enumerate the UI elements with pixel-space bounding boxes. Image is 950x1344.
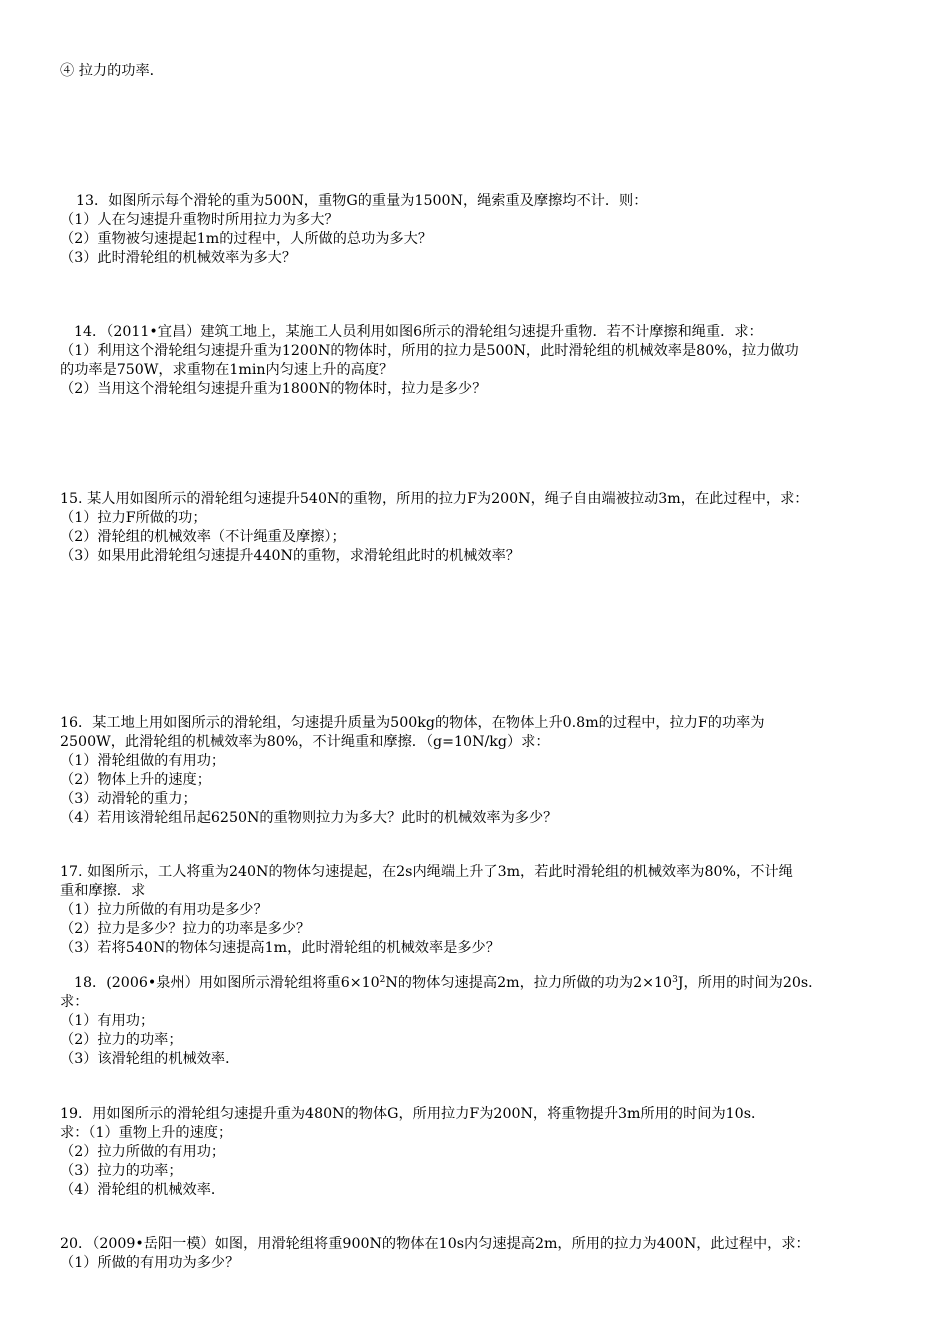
exponent-3: 3 [672,975,678,985]
problem-18-title-part3: J，所用的时间为20s． [677,975,823,991]
problem-17-title-line2: 重和摩擦．求 [60,883,146,899]
problem-19-q3: （3）拉力的功率； [60,1163,183,1179]
problem-18-q2: （2）拉力的功率； [60,1032,183,1048]
problem-16-q2: （2）物体上升的速度； [60,772,211,788]
problem-18-title-line2: 求： [60,994,89,1010]
problem-16-title-line2: 2500W，此滑轮组的机械效率为80%，不计绳重和摩擦．（g=10N/kg）求： [60,734,550,750]
problem-18-title-part2: N的物体匀速提高2m，拉力所做的功为2×10 [385,975,673,991]
problem-13-q1: （1）人在匀速提升重物时所用拉力为多大？ [60,212,339,228]
problem-17-title: 17. 如图所示，工人将重为240N的物体匀速提起，在2s内绳端上升了3m，若此时滑轮组的机械效率为80%，不计绳 [60,864,793,880]
problem-19-q1: 求：（1）重物上升的速度； [60,1125,233,1141]
problem-18-q3: （3）该滑轮组的机械效率． [60,1051,240,1067]
problem-18-title [74,974,822,993]
problem-16-title: 16．某工地上用如图所示的滑轮组，匀速提升质量为500kg的物体，在物体上升0.8m的过程中，拉力F的功率为 [60,715,765,731]
problem-19-q2: （2）拉力所做的有用功； [60,1144,226,1160]
problem-14-q1-line2: 的功率是750W，求重物在1min内匀速上升的高度？ [60,362,394,378]
problem-17-q2: （2）拉力是多少？拉力的功率是多少？ [60,921,311,937]
item-4-power: ④ 拉力的功率． [60,63,164,79]
problem-15-q1: （1）拉力F所做的功； [60,510,207,526]
problem-17-q3: （3）若将540N的物体匀速提高1m，此时滑轮组的机械效率是多少？ [60,940,500,956]
exponent-2: 2 [379,975,386,985]
problem-14-title: 14．（2011•宜昌）建筑工地上，某施工人员利用如图6所示的滑轮组匀速提升重物．若不计摩擦和绳重．求： [74,324,763,340]
problem-18-q1: （1）有用功； [60,1013,155,1029]
problem-16-q3: （3）动滑轮的重力； [60,791,197,807]
problem-16-q1: （1）滑轮组做的有用功； [60,753,226,769]
problem-13-q3: （3）此时滑轮组的机械效率为多大？ [60,250,297,266]
problem-18-title-part1: 18．(2006•泉州）用如图所示滑轮组将重6×10 [74,975,380,991]
problem-15-q2: （2）滑轮组的机械效率（不计绳重及摩擦）； [60,529,346,545]
problem-13-title: 13．如图所示每个滑轮的重为500N，重物G的重量为1500N，绳索重及摩擦均不计．则： [76,193,648,209]
problem-13-q2: （2）重物被匀速提起1m的过程中，人所做的总功为多大？ [60,231,433,247]
problem-20-q1: （1）所做的有用功为多少？ [60,1255,240,1271]
problem-19-title: 19．用如图所示的滑轮组匀速提升重为480N的物体G，所用拉力F为200N，将重物提升3m所用的时间为10s． [60,1106,766,1122]
problem-19-q4: （4）滑轮组的机械效率． [60,1182,226,1198]
problem-16-q4: （4）若用该滑轮组吊起6250N的重物则拉力为多大？此时的机械效率为多少？ [60,810,558,826]
problem-14-q2: （2）当用这个滑轮组匀速提升重为1800N的物体时，拉力是多少？ [60,381,487,397]
problem-15-title: 15. 某人用如图所示的滑轮组匀速提升540N的重物，所用的拉力F为200N，绳子自由端被拉动3m，在此过程中，求： [60,491,809,507]
problem-15-q3: （3）如果用此滑轮组匀速提升440N的重物，求滑轮组此时的机械效率？ [60,548,520,564]
problem-17-q1: （1）拉力所做的有用功是多少？ [60,902,268,918]
problem-20-title: 20．（2009•岳阳一模）如图，用滑轮组将重900N的物体在10s内匀速提高2m，所用的拉力为400N，此过程中，求： [60,1236,810,1252]
problem-14-q1-line1: （1）利用这个滑轮组匀速提升重为1200N的物体时，所用的拉力是500N，此时滑轮组的机械效率是80%，拉力做功 [60,343,799,359]
